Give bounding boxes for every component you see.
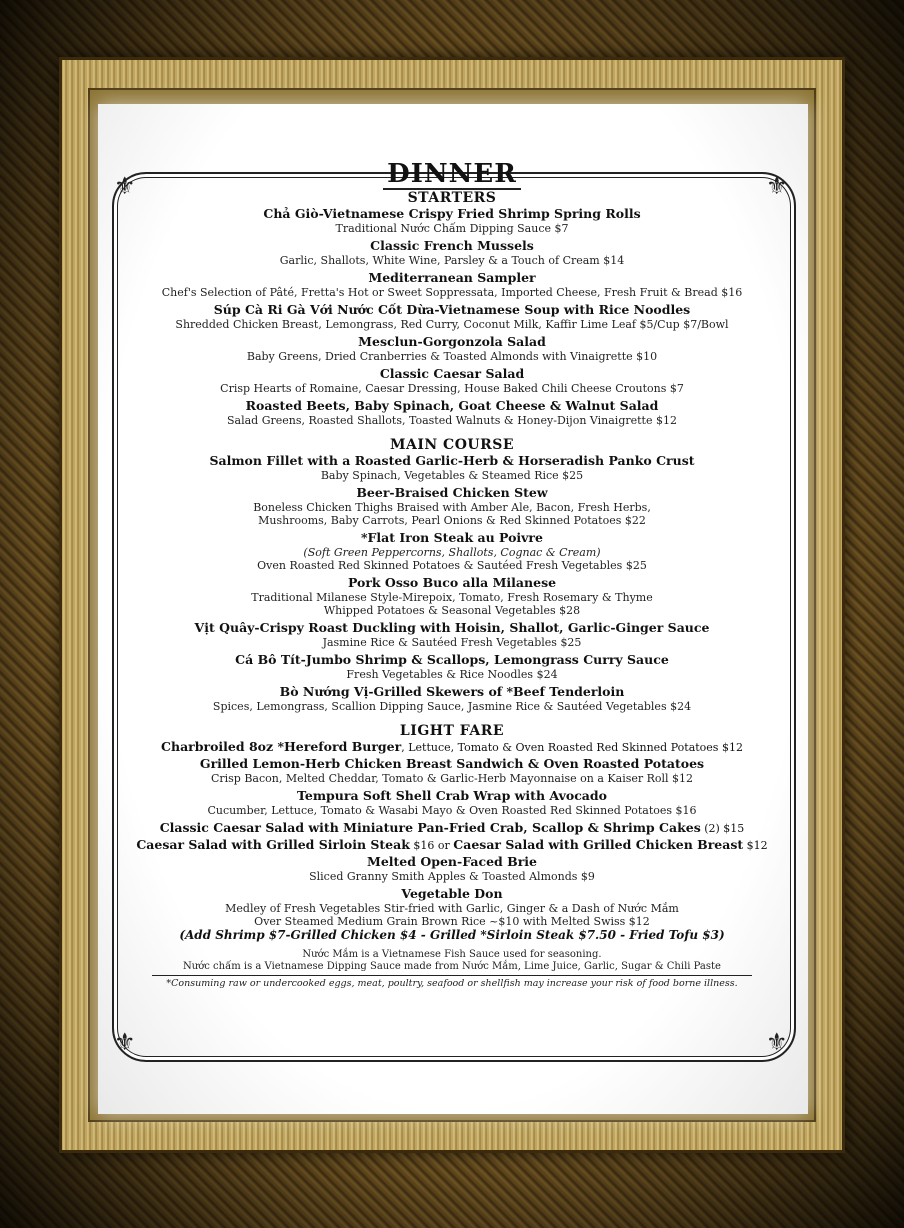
menu-item xyxy=(118,652,786,681)
menu-item xyxy=(118,575,786,617)
item-name: Beer-Braised Chicken Stew xyxy=(356,485,548,500)
item-name: Mediterranean Sampler xyxy=(368,270,536,285)
item-name: Charbroiled 8oz *Hereford Burger xyxy=(161,739,402,754)
fleur-de-lis-icon: ⚜ xyxy=(766,172,788,200)
item-description: Over Steamed Medium Grain Brown Rice ~$10 with Melted Swiss $12 xyxy=(254,915,650,928)
item-price: $12 xyxy=(743,839,768,852)
item-description: Sliced Granny Smith Apples & Toasted Almonds $9 xyxy=(309,870,595,883)
menu-content xyxy=(118,160,786,990)
fleur-de-lis-icon: ⚜ xyxy=(114,172,136,200)
food-safety-warning: *Consuming raw or undercooked eggs, meat, poultry, seafood or shellfish may increase your risk of food borne illness. xyxy=(166,978,738,989)
menu-item xyxy=(118,886,786,928)
menu-item xyxy=(118,206,786,235)
item-price: $16 or xyxy=(409,839,454,852)
item-description: Cucumber, Lettuce, Tomato & Wasabi Mayo & Oven Roasted Red Skinned Potatoes $16 xyxy=(207,804,697,817)
menu-item xyxy=(118,238,786,267)
add-ons-line: (Add Shrimp $7-Grilled Chicken $4 - Grilled *Sirloin Steak $7.50 - Fried Tofu $3) xyxy=(179,928,725,942)
item-description: , Lettuce, Tomato & Oven Roasted Red Skinned Potatoes $12 xyxy=(401,741,743,754)
footnote-nuoc-cham: Nước chấm is a Vietnamese Dipping Sauce made from Nước Mắm, Lime Juice, Garlic, Sugar & Chili Paste xyxy=(183,961,721,972)
menu-item xyxy=(118,620,786,649)
item-description: (Soft Green Peppercorns, Shallots, Cognac & Cream) xyxy=(303,546,601,559)
item-description: Baby Greens, Dried Cranberries & Toasted Almonds with Vinaigrette $10 xyxy=(246,350,658,363)
item-description: Boneless Chicken Thighs Braised with Amber Ale, Bacon, Fresh Herbs, xyxy=(253,501,651,514)
item-description: Fresh Vegetables & Rice Noodles $24 xyxy=(346,668,558,681)
item-name: Cá Bô Tít-Jumbo Shrimp & Scallops, Lemongrass Curry Sauce xyxy=(235,652,669,667)
item-name: Classic Caesar Salad xyxy=(379,366,525,381)
item-description: Medley of Fresh Vegetables Stir-fried with Garlic, Ginger & a Dash of Nước Mắm xyxy=(225,902,679,915)
item-description: Shredded Chicken Breast, Lemongrass, Red Curry, Coconut Milk, Kaffir Lime Leaf $5/Cup $7/Bowl xyxy=(175,318,729,331)
item-name: Pork Osso Buco alla Milanese xyxy=(347,575,557,590)
item-name: Súp Cà Ri Gà Với Nước Cốt Dừa-Vietnamese Soup with Rice Noodles xyxy=(213,302,691,317)
menu-item xyxy=(118,530,786,572)
item-description: Whipped Potatoes & Seasonal Vegetables $28 xyxy=(323,604,581,617)
item-description: Crisp Bacon, Melted Cheddar, Tomato & Garlic-Herb Mayonnaise on a Kaiser Roll $12 xyxy=(210,772,694,785)
menu-item-caesar-options xyxy=(118,837,786,854)
section-heading-starters: STARTERS xyxy=(407,190,497,206)
item-description: Traditional Milanese Style-Mirepoix, Tomato, Fresh Rosemary & Thyme xyxy=(251,591,653,604)
item-name: *Flat Iron Steak au Poivre xyxy=(361,530,543,545)
item-name: Melted Open-Faced Brie xyxy=(366,854,537,869)
menu-item xyxy=(118,788,786,817)
menu-item xyxy=(118,398,786,427)
item-name: Caesar Salad with Grilled Chicken Breast xyxy=(453,837,744,852)
item-description: Jasmine Rice & Sautéed Fresh Vegetables $25 xyxy=(322,636,582,649)
menu-item xyxy=(118,684,786,713)
item-name: Bò Nướng Vị-Grilled Skewers of *Beef Tenderloin xyxy=(279,684,625,699)
item-description: Baby Spinach, Vegetables & Steamed Rice $25 xyxy=(320,469,584,482)
menu-item xyxy=(118,485,786,527)
item-name: Vịt Quây-Crispy Roast Duckling with Hoisin, Shallot, Garlic-Ginger Sauce xyxy=(194,620,710,635)
footnote-nuoc-mam: Nước Mắm is a Vietnamese Fish Sauce used for seasoning. xyxy=(302,949,602,960)
menu-title: DINNER xyxy=(383,160,521,190)
item-price: (2) $15 xyxy=(700,822,745,835)
item-name: Tempura Soft Shell Crab Wrap with Avocado xyxy=(297,788,607,803)
item-description: Oven Roasted Red Skinned Potatoes & Sautéed Fresh Vegetables $25 xyxy=(257,559,647,572)
item-description: Traditional Nước Chấm Dipping Sauce $7 xyxy=(335,222,569,235)
fleur-de-lis-icon: ⚜ xyxy=(766,1028,788,1056)
section-heading-main-course: MAIN COURSE xyxy=(389,437,515,453)
item-description: Crisp Hearts of Romaine, Caesar Dressing, House Baked Chili Cheese Croutons $7 xyxy=(220,382,684,395)
footnote-divider xyxy=(152,975,752,976)
menu-item xyxy=(118,270,786,299)
menu-item xyxy=(118,756,786,785)
item-description: Salad Greens, Roasted Shallots, Toasted Walnuts & Honey-Dijon Vinaigrette $12 xyxy=(227,414,677,427)
item-description: Mushrooms, Baby Carrots, Pearl Onions & Red Skinned Potatoes $22 xyxy=(258,514,646,527)
item-name: Roasted Beets, Baby Spinach, Goat Cheese & Walnut Salad xyxy=(245,398,659,413)
item-name: Classic Caesar Salad with Miniature Pan-Fried Crab, Scallop & Shrimp Cakes xyxy=(159,820,701,835)
fleur-de-lis-icon: ⚜ xyxy=(114,1028,136,1056)
item-description: Spices, Lemongrass, Scallion Dipping Sauce, Jasmine Rice & Sautéed Vegetables $24 xyxy=(212,700,692,713)
menu-item xyxy=(118,334,786,363)
menu-item xyxy=(118,366,786,395)
menu-item xyxy=(118,854,786,883)
menu-item xyxy=(118,302,786,331)
item-name: Vegetable Don xyxy=(401,886,503,901)
item-name: Mesclun-Gorgonzola Salad xyxy=(358,334,546,349)
menu-item xyxy=(118,453,786,482)
item-name: Caesar Salad with Grilled Sirloin Steak xyxy=(136,837,410,852)
item-description: Chef's Selection of Pâté, Fretta's Hot or Sweet Soppressata, Imported Cheese, Fresh Fruit & Bread $16 xyxy=(161,286,743,299)
item-description: Garlic, Shallots, White Wine, Parsley & a Touch of Cream $14 xyxy=(279,254,625,267)
menu-item-burger xyxy=(118,739,786,756)
item-name: Classic French Mussels xyxy=(370,238,534,253)
item-name: Chả Giò-Vietnamese Crispy Fried Shrimp Spring Rolls xyxy=(263,206,641,221)
section-heading-light-fare: LIGHT FARE xyxy=(399,723,505,739)
menu-item-seafood-cakes xyxy=(118,820,786,837)
item-name: Grilled Lemon-Herb Chicken Breast Sandwich & Oven Roasted Potatoes xyxy=(199,756,705,771)
item-name: Salmon Fillet with a Roasted Garlic-Herb & Horseradish Panko Crust xyxy=(209,453,695,468)
